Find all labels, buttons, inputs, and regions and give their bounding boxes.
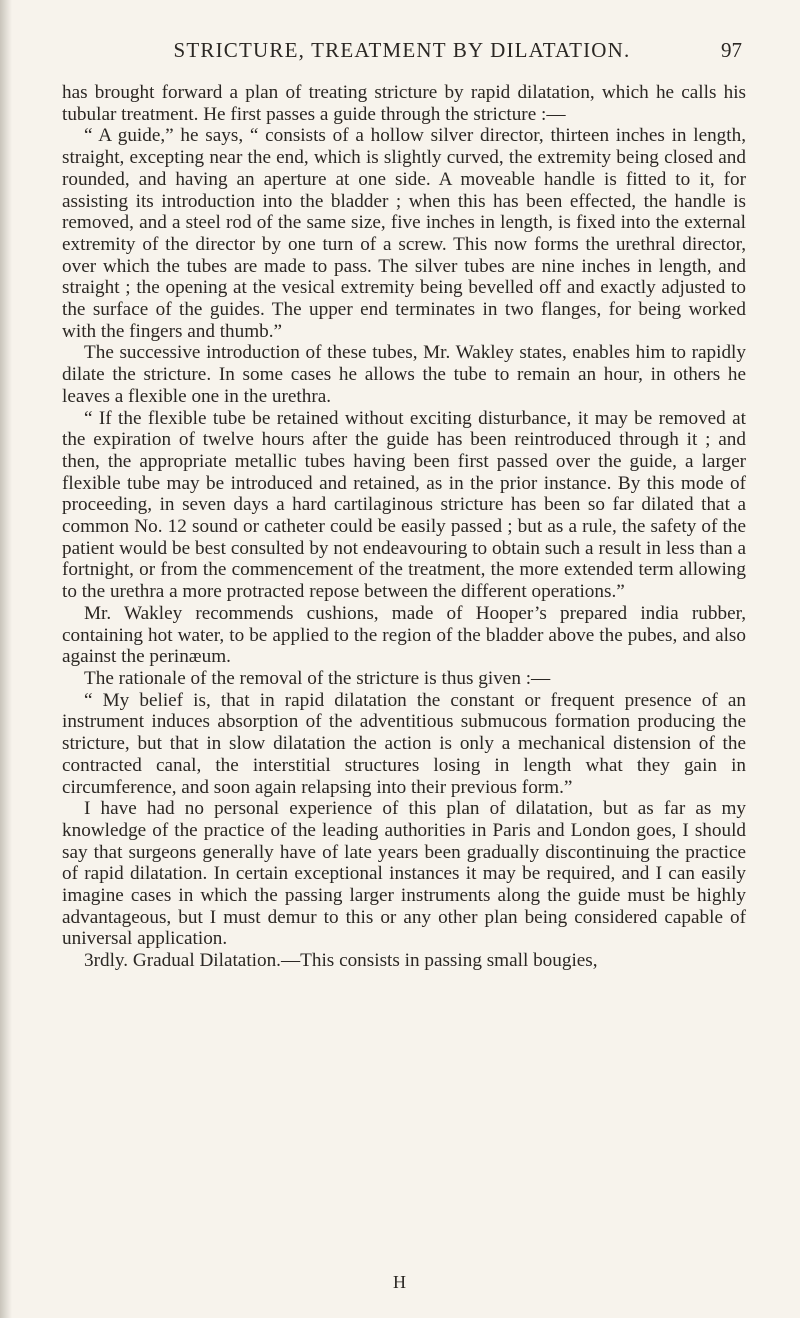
signature-mark: H xyxy=(393,1272,407,1292)
paragraph: “ If the flexible tube be retained without exciting disturbance, it may be removed at the expiration of twelve hours after the guide has been reintroduced through it ; and then, the appropriate metallic tubes having been first passed over the guide, a larger flexible tube may be introduced and retained, as in the prior instance. By this mode of proceeding, in seven days a hard cartilaginous stricture has been so far dilated that a common No. 12 sound or catheter could be easily passed ; but as a rule, the safety of the patient would be best consulted by not endeavouring to obtain such a result in less than a fortnight, or from the commencement of the treatment, the more extended term allowing to the urethra a more protracted repose between the different operations.” xyxy=(62,407,746,603)
paragraph: Mr. Wakley recommends cushions, made of Hooper’s prepared india rubber, containing hot water, to be applied to the region of the bladder above the pubes, and also against the perinæum. xyxy=(62,602,746,668)
page-gutter-shadow xyxy=(0,0,12,1318)
page-header xyxy=(62,38,742,74)
paragraph: The rationale of the removal of the stricture is thus given :— xyxy=(84,667,551,689)
paragraph: I have had no personal experience of this plan of dilatation, but as far as my knowledge of the practice of the leading authorities in Paris and London goes, I should say that surgeons generally have of late years been gradually discontinuing the practice of rapid dilatation. In certain exceptional instances it may be required, and I can easily imagine cases in which the passing larger instruments along the guide must be highly advantageous, but I must demur to this or any other plan being considered capable of universal application. xyxy=(62,798,746,950)
paragraph: “ A guide,” he says, “ consists of a hollow silver director, thirteen inches in length, straight, excepting near the end, which is slightly curved, the extremity being closed and rounded, and having an aperture at one side. A moveable handle is fitted to it, for assisting its introduction into the bladder ; when this has been effected, the handle is removed, and a steel rod of the same size, five inches in length, is fixed into the external extremity of the director by one turn of a screw. This now forms the urethral director, over which the tubes are made to pass. The silver tubes are nine inches in length, and straight ; the opening at the vesical extremity being bevelled off and exactly adjusted to the surface of the guides. The upper end terminates in two flanges, for being worked with the fingers and thumb.” xyxy=(62,125,746,342)
running-head: STRICTURE, TREATMENT BY DILATATION. xyxy=(173,38,631,62)
body-text xyxy=(62,82,746,972)
paragraph: The successive introduction of these tubes, Mr. Wakley states, enables him to rapidly dilate the stricture. In some cases he allows the tube to remain an hour, in others he leaves a flexible one in the urethra. xyxy=(62,342,746,407)
paragraph: “ My belief is, that in rapid dilatation the constant or frequent presence of an instrument induces absorption of the adventitious submucous formation producing the stricture, but that in slow dilatation the action is only a mechanical distension of the contracted canal, the interstitial structures losing in length what they gain in circumference, and soon again relapsing into their previous form.” xyxy=(62,689,746,798)
paragraph: has brought forward a plan of treating stricture by rapid dilatation, which he calls his tubular treatment. He first passes a guide through the stricture :— xyxy=(62,82,746,125)
paragraph: 3rdly. Gradual Dilatation.—This consists in passing small bougies, xyxy=(84,950,598,972)
page-number: 97 xyxy=(721,38,742,62)
